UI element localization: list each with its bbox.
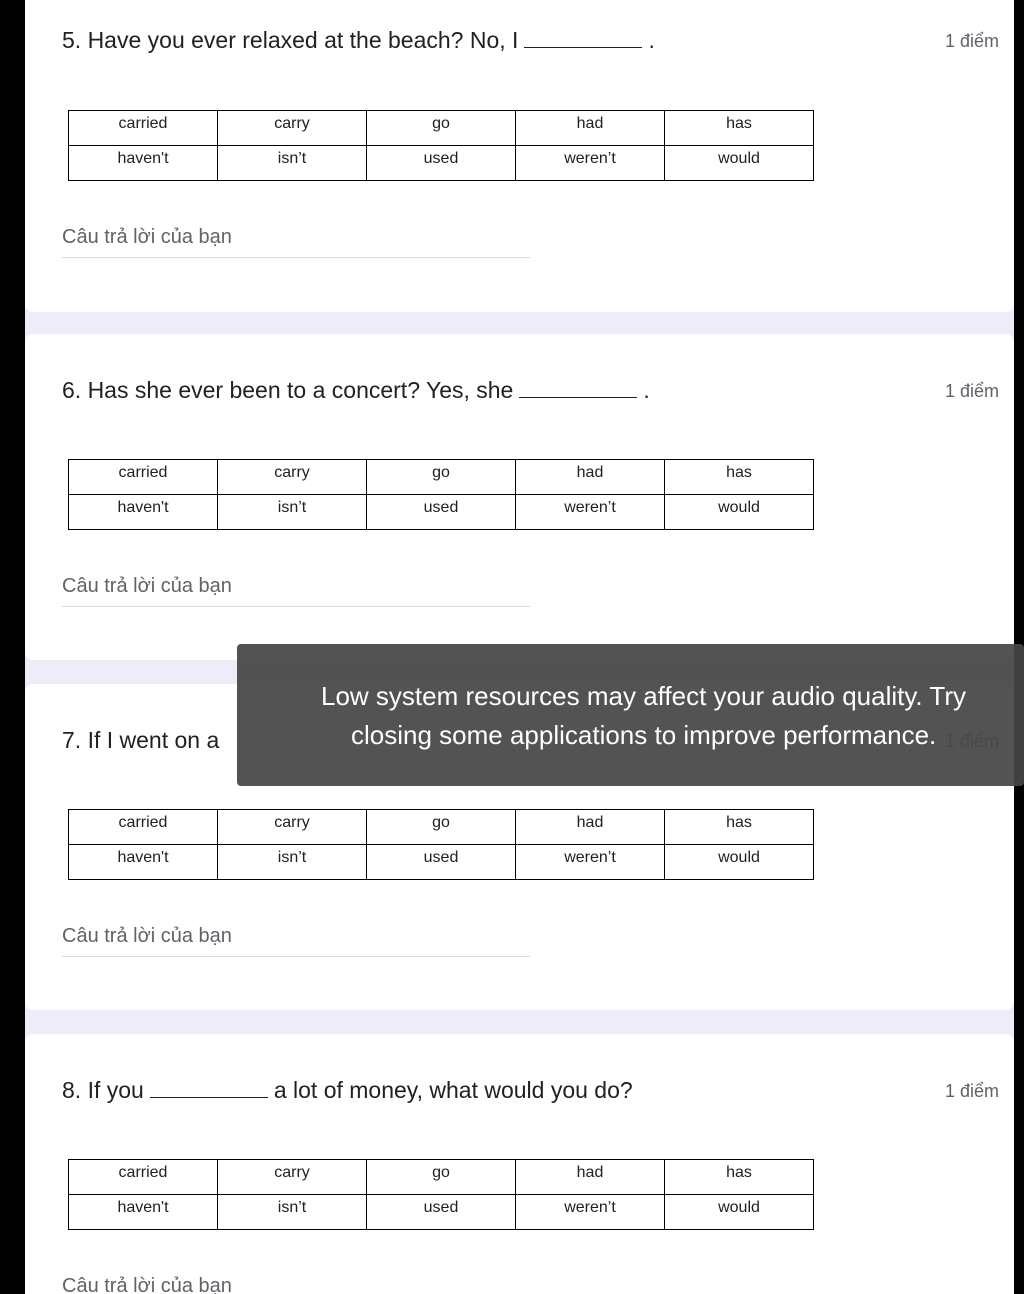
word-cell: would xyxy=(665,845,814,880)
word-cell: weren’t xyxy=(516,1195,665,1230)
word-cell: has xyxy=(665,111,814,146)
word-cell: has xyxy=(665,1160,814,1195)
word-cell: had xyxy=(516,1160,665,1195)
word-cell: weren’t xyxy=(516,495,665,530)
word-cell: carry xyxy=(218,1160,367,1195)
word-cell: used xyxy=(367,146,516,181)
word-cell: carried xyxy=(69,460,218,495)
word-cell: used xyxy=(367,495,516,530)
word-cell: carried xyxy=(69,810,218,845)
table-row xyxy=(69,146,814,181)
word-cell: haven't xyxy=(69,146,218,181)
table-row xyxy=(69,111,814,146)
word-cell: isn’t xyxy=(218,495,367,530)
word-choices-table xyxy=(68,110,814,181)
blank-line xyxy=(524,29,642,48)
answer-input[interactable]: Câu trả lời của bạn xyxy=(62,572,530,607)
question-title: 6. Has she ever been to a concert? Yes, she . xyxy=(62,377,650,403)
word-cell: go xyxy=(367,460,516,495)
notification-line-2: closing some applications to improve performance. xyxy=(351,720,937,750)
word-cell: haven't xyxy=(69,1195,218,1230)
notification-line-1: Low system resources may affect your audio quality. Try xyxy=(321,681,966,711)
word-cell: used xyxy=(367,1195,516,1230)
word-choices-table xyxy=(68,1159,814,1230)
question-title: 5. Have you ever relaxed at the beach? No, I . xyxy=(62,27,655,53)
word-cell: carried xyxy=(69,1160,218,1195)
blank-line xyxy=(150,1079,268,1098)
points-label: 1 điểm xyxy=(944,1081,999,1101)
word-cell: would xyxy=(665,1195,814,1230)
blank-line xyxy=(519,379,637,398)
word-cell: carry xyxy=(218,460,367,495)
table-row xyxy=(69,1195,814,1230)
word-cell: weren’t xyxy=(516,146,665,181)
word-cell: had xyxy=(516,810,665,845)
word-cell: had xyxy=(516,111,665,146)
word-cell: would xyxy=(665,146,814,181)
table-row xyxy=(69,1160,814,1195)
question-card-5 xyxy=(25,0,1014,312)
answer-input[interactable]: Câu trả lời của bạn xyxy=(62,1272,530,1294)
table-row xyxy=(69,460,814,495)
table-row xyxy=(69,495,814,530)
word-cell: haven't xyxy=(69,845,218,880)
word-cell: has xyxy=(665,810,814,845)
points-label: 1 điểm xyxy=(944,31,999,51)
word-choices-table xyxy=(68,459,814,530)
word-cell: used xyxy=(367,845,516,880)
question-title: 7. If I went on a xyxy=(62,727,220,753)
question-card-8 xyxy=(25,1034,1014,1294)
answer-input[interactable]: Câu trả lời của bạn xyxy=(62,922,530,957)
word-cell: weren’t xyxy=(516,845,665,880)
question-title: 8. If you a lot of money, what would you do? xyxy=(62,1077,633,1103)
points-label: 1 điểm xyxy=(944,381,999,401)
table-row xyxy=(69,845,814,880)
word-cell: would xyxy=(665,495,814,530)
low-resources-notification[interactable] xyxy=(237,644,1024,786)
word-cell: carried xyxy=(69,111,218,146)
word-cell: haven't xyxy=(69,495,218,530)
word-cell: had xyxy=(516,460,665,495)
answer-input[interactable]: Câu trả lời của bạn xyxy=(62,223,530,258)
word-cell: isn’t xyxy=(218,1195,367,1230)
word-cell: carry xyxy=(218,810,367,845)
word-cell: go xyxy=(367,111,516,146)
word-cell: carry xyxy=(218,111,367,146)
word-choices-table xyxy=(68,809,814,880)
word-cell: has xyxy=(665,460,814,495)
word-cell: isn’t xyxy=(218,845,367,880)
word-cell: go xyxy=(367,1160,516,1195)
word-cell: go xyxy=(367,810,516,845)
question-card-6 xyxy=(25,334,1014,660)
word-cell: isn’t xyxy=(218,146,367,181)
table-row xyxy=(69,810,814,845)
